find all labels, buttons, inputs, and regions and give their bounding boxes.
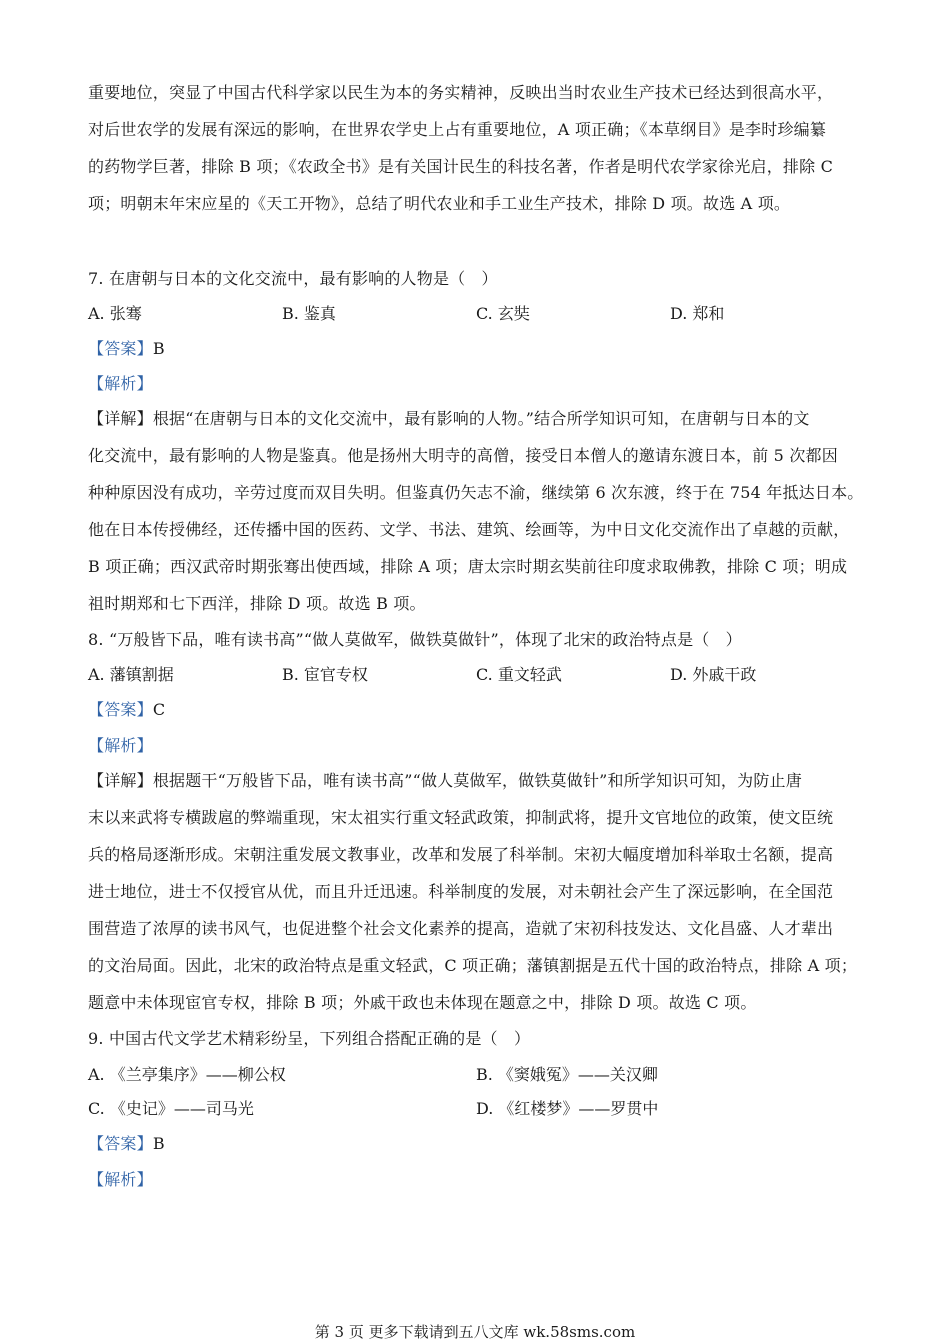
q9-answer (88, 1133, 864, 1155)
text-line: 项；明朝末年宋应星的《天工开物》，总结了明代农业和手工业生产技术，排除 D 项。故选 A 项。 (88, 194, 791, 213)
q8-analysis-label (88, 735, 864, 757)
q7-detail-line: B 项正确；西汉武帝时期张骞出使西域，排除 A 项；唐太宗时期玄奘前往印度求取佛教，排除 C 项；明成 (88, 557, 848, 576)
q9-option-c: C. 《史记》——司马光 (88, 1099, 254, 1118)
q7-option-c: C. 玄奘 (476, 304, 530, 323)
q8-option-c: C. 重文轻武 (476, 665, 562, 684)
q7-option-a: A. 张骞 (88, 304, 142, 323)
text-line: 的药物学巨著，排除 B 项；《农政全书》是有关国计民生的科技名著，作者是明代农学家徐光启，排除 C (88, 157, 834, 176)
q7-option-d: D. 郑和 (670, 304, 725, 323)
question-7-stem: 7. 在唐朝与日本的文化交流中，最有影响的人物是（ ） (88, 269, 498, 288)
q8-answer (88, 699, 864, 721)
answer-label: 【答案】 (88, 700, 153, 719)
q8-detail-line: 兵的格局逐渐形成。宋朝注重发展文教事业，改革和发展了科举制。宋初大幅度增加科举取士名额，提高 (88, 845, 834, 864)
q8-detail-line: 进士地位，进士不仅授官从优，而且升迁迅速。科举制度的发展，对未朝社会产生了深远影响，在全国范 (88, 882, 834, 901)
page-footer: 第 3 页 更多下载请到五八文库 wk.58sms.com (314, 1323, 636, 1341)
analysis-label: 【解析】 (88, 374, 153, 393)
q8-option-d: D. 外戚干政 (670, 665, 757, 684)
q9-option-a: A. 《兰亭集序》——柳公权 (88, 1065, 286, 1084)
question-8-stem: 8. “万般皆下品，唯有读书高”“做人莫做军，做铁莫做针”，体现了北宋的政治特点是（ ） (88, 630, 742, 649)
detail-text: 根据题干“万般皆下品，唯有读书高”“做人莫做军，做铁莫做针”和所学知识可知，为防止唐 (152, 771, 802, 790)
q7-detail-line (88, 408, 864, 430)
answer-label: 【答案】 (88, 339, 153, 358)
q9-option-d: D. 《红楼梦》——罗贯中 (476, 1099, 659, 1118)
detail-text: 根据“在唐朝与日本的文化交流中，最有影响的人物。”结合所学知识可知，在唐朝与日本的文 (152, 409, 810, 428)
q8-detail-line (88, 770, 864, 792)
answer-value: C (152, 700, 166, 719)
q9-option-b: B. 《窦娥冤》——关汉卿 (476, 1065, 658, 1084)
question-9-stem: 9. 中国古代文学艺术精彩纷呈，下列组合搭配正确的是（ ） (88, 1029, 531, 1048)
answer-label: 【答案】 (88, 1134, 153, 1153)
q7-detail-line: 他在日本传授佛经，还传播中国的医药、文学、书法、建筑、绘画等，为中日文化交流作出了卓越的贡献， (88, 520, 850, 539)
q7-option-b: B. 鉴真 (282, 304, 336, 323)
answer-value: B (152, 1134, 165, 1153)
q7-analysis-label (88, 373, 864, 395)
q8-detail-line: 末以来武将专横跋扈的弊端重现，宋太祖实行重文轻武政策，抑制武将，提升文官地位的政策，使文臣统 (88, 808, 834, 827)
q7-detail-line: 化交流中，最有影响的人物是鉴真。他是扬州大明寺的高僧，接受日本僧人的邀请东渡日本，前 5 次都因 (88, 446, 838, 465)
q7-detail-line: 祖时期郑和七下西洋，排除 D 项。故选 B 项。 (88, 594, 426, 613)
q8-detail-line: 的文治局面。因此，北宋的政治特点是重文轻武，C 项正确；藩镇割据是五代十国的政治特点，排除 A 项； (88, 956, 858, 975)
text-line: 重要地位，突显了中国古代科学家以民生为本的务实精神，反映出当时农业生产技术已经达到很高水平， (88, 83, 834, 102)
detail-label: 【详解】 (88, 771, 153, 790)
q8-option-b: B. 宦官专权 (282, 665, 368, 684)
q8-option-a: A. 藩镇割据 (88, 665, 174, 684)
q7-detail-line: 种种原因没有成功，辛劳过度而双目失明。但鉴真仍矢志不渝，继续第 6 次东渡，终于在 754 年抵达日本。 (88, 483, 864, 502)
analysis-label: 【解析】 (88, 736, 153, 755)
analysis-label: 【解析】 (88, 1170, 153, 1189)
answer-value: B (152, 339, 165, 358)
q9-analysis-label (88, 1169, 864, 1191)
detail-label: 【详解】 (88, 409, 153, 428)
q7-answer (88, 338, 864, 360)
text-line: 对后世农学的发展有深远的影响，在世界农学史上占有重要地位，A 项正确；《本草纲目》是李时珍编纂 (88, 120, 827, 139)
q8-detail-line: 题意中未体现宦官专权，排除 B 项；外戚干政也未体现在题意之中，排除 D 项。故选 C 项。 (88, 993, 757, 1012)
q8-detail-line: 围营造了浓厚的读书风气，也促进整个社会文化素养的提高，造就了宋初科技发达、文化昌盛、人才辈出 (88, 919, 834, 938)
